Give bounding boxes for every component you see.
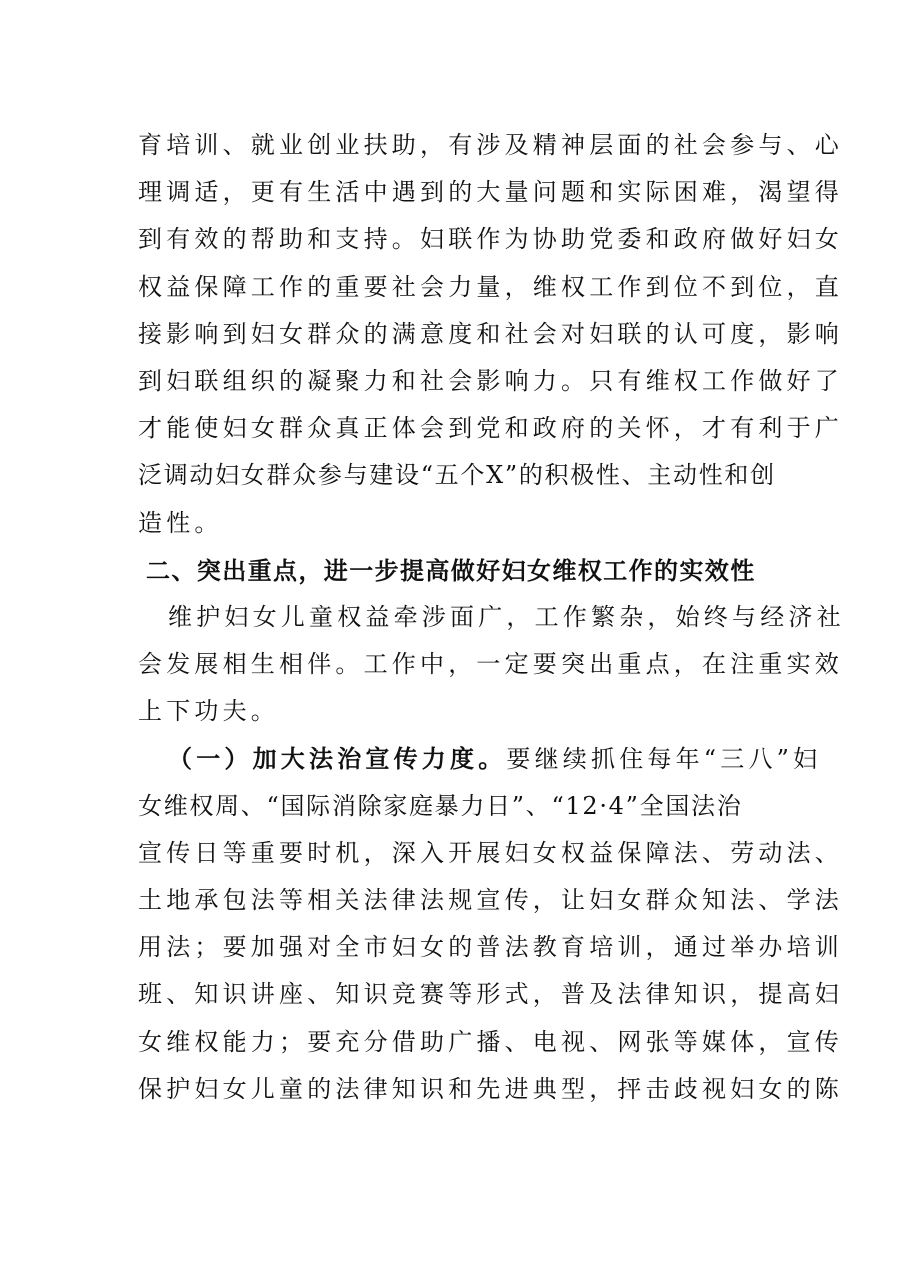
paragraph-line: 上下功夫。 xyxy=(138,697,279,726)
paragraph-line: 会发展相生相伴。工作中，一定要突出重点，在注重实效 xyxy=(138,650,843,679)
paragraph-line: 土地承包法等相关法律法规宣传，让妇女群众知法、学法 xyxy=(138,886,843,914)
paragraph-line: 女维权能力；要充分借助广播、电视、网张等媒体，宣传 xyxy=(138,1027,843,1056)
subsection-title: （一）加大法治宣传力度。 xyxy=(168,744,507,774)
paragraph-line: 女维权周、“国际消除家庭暴力日”、“12·4”全国法治 xyxy=(138,791,743,820)
paragraph-1 xyxy=(138,122,843,547)
paragraph-line: 用法；要加强对全市妇女的普法教育培训，通过举办培训 xyxy=(138,933,843,962)
paragraph-line: 权益保障工作的重要社会力量，维权工作到位不到位，直 xyxy=(138,272,843,301)
paragraph-line: 造性。 xyxy=(138,508,223,537)
paragraph-line: 泛调动妇女群众参与建设“五个X”的积极性、主动性和创 xyxy=(138,461,776,490)
paragraph-line: 理调适，更有生活中遇到的大量问题和实际困难，渴望得 xyxy=(138,178,843,207)
subsection-1 xyxy=(138,735,843,1113)
paragraph-2 xyxy=(138,594,845,736)
paragraph-line: 才能使妇女群众真正体会到党和政府的关怀，才有利于广 xyxy=(138,414,843,443)
paragraph-line: 保护妇女儿童的法律知识和先进典型，抨击歧视妇女的陈 xyxy=(138,1074,843,1103)
paragraph-line: 宣传日等重要时机，深入开展妇女权益保障法、劳动法、 xyxy=(138,838,843,867)
paragraph-line: 到妇联组织的凝聚力和社会影响力。只有维权工作做好了 xyxy=(138,366,843,395)
subsection-first-line xyxy=(138,735,822,782)
section-heading: 二、突出重点，进一步提高做好妇女维权工作的实效性 xyxy=(146,555,756,585)
subsection-first-line-text: 要继续抓住每年“三八”妇 xyxy=(506,745,822,774)
paragraph-line: 接影响到妇女群众的满意度和社会对妇联的认可度，影响 xyxy=(138,319,843,348)
paragraph-line: 育培训、就业创业扶助，有涉及精神层面的社会参与、心 xyxy=(138,131,843,159)
paragraph-line: 到有效的帮助和支持。妇联作为协助党委和政府做好妇女 xyxy=(138,225,843,254)
document-body xyxy=(138,122,845,1113)
paragraph-line: 班、知识讲座、知识竞赛等形式，普及法律知识，提高妇 xyxy=(138,980,843,1009)
paragraph-line: 维护妇女儿童权益牵涉面广，工作繁杂，始终与经济社 xyxy=(168,602,845,631)
